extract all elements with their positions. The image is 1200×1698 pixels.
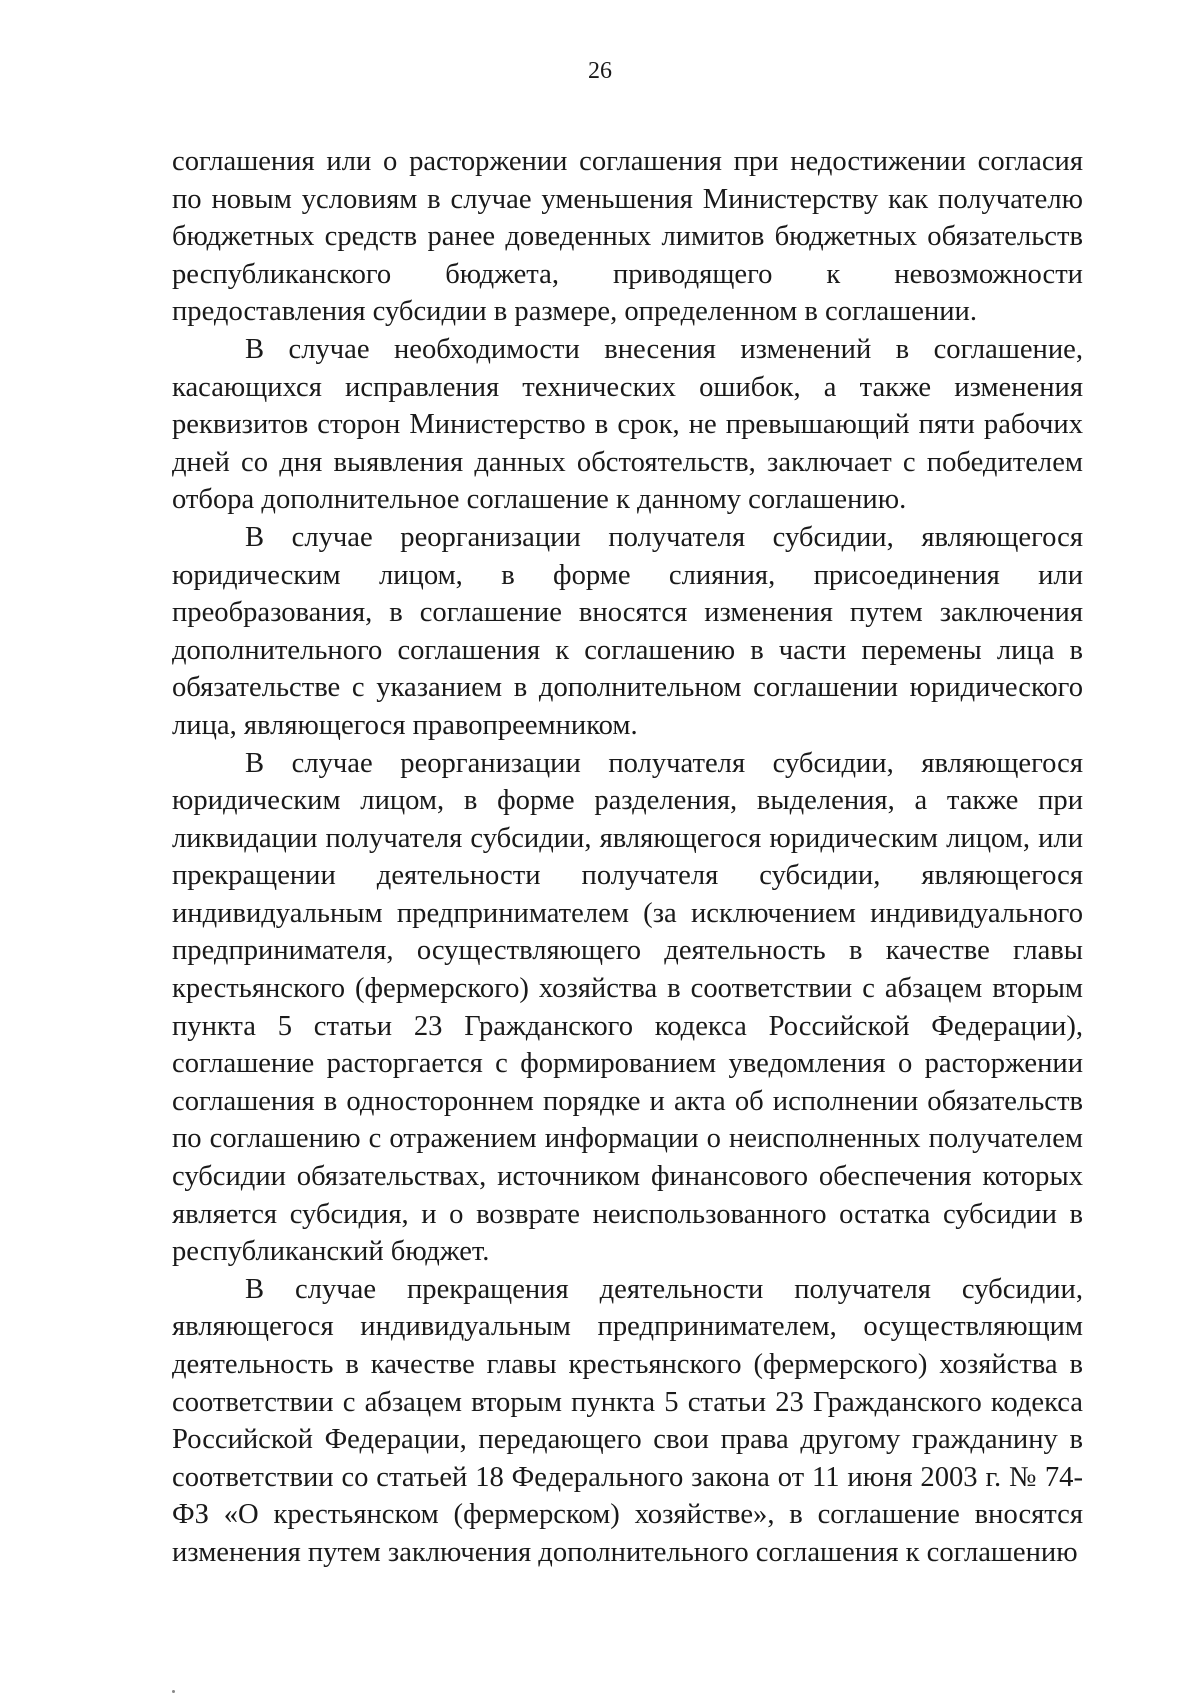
- paragraph-5: В случае прекращения деятельности получателя субсидии, являющегося индивидуальным предпринимателем, осуществляющим деятельность в качестве главы крестьянского (фермерского) хозяйства в соответствии с абзацем вторым пункта 5 статьи 23 Гражданского кодекса Российской Федерации, передающего свои права другому гражданину в соответствии со статьей 18 Федерального закона от 11 июня 2003 г. № 74-ФЗ «О крестьянском (фермерском) хозяйстве», в соглашение вносятся изменения путем заключения дополнительного соглашения к соглашению: [172, 1273, 1083, 1568]
- scan-speck: [172, 1690, 175, 1693]
- paragraph-1: соглашения или о расторжении соглашения при недостижении согласия по новым условиям в случае уменьшения Министерству как получателю бюджетных средств ранее доведенных лимитов бюджетных обязательств республиканского бюджета, приводящего к невозможности предоставления субсидии в размере, определенном в соглашении.: [172, 146, 1083, 328]
- paragraph-2: В случае необходимости внесения изменений в соглашение, касающихся исправления технических ошибок, а также изменения реквизитов сторон Министерство в срок, не превышающий пяти рабочих дней со дня выявления данных обстоятельств, заключает с победителем отбора дополнительное соглашение к данному соглашению.: [172, 333, 1083, 516]
- paragraph-4: В случае реорганизации получателя субсидии, являющегося юридическим лицом, в форме разделения, выделения, а также при ликвидации получателя субсидии, являющегося юридическим лицом, или прекращении деятельности получателя субсидии, являющегося индивидуальным предпринимателем (за исключением индивидуального предпринимателя, осуществляющего деятельность в качестве главы крестьянского (фермерского) хозяйства в соответствии с абзацем вторым пункта 5 статьи 23 Гражданского кодекса Российской Федерации), соглашение расторгается с формированием уведомления о расторжении соглашения в одностороннем порядке и акта об исполнении обязательств по соглашению с отражением информации о неисполненных получателем субсидии обязательствах, источником финансового обеспечения которых является субсидия, и о возврате неиспользованного остатка субсидии в республиканский бюджет.: [172, 747, 1083, 1268]
- paragraph-3: В случае реорганизации получателя субсидии, являющегося юридическим лицом, в форме слияния, присоединения или преобразования, в соглашение вносятся изменения путем заключения дополнительного соглашения к соглашению в части перемены лица в обязательстве с указанием в дополнительном соглашении юридического лица, являющегося правопреемником.: [172, 521, 1083, 741]
- document-body: [172, 143, 1083, 1572]
- page-number: 26: [588, 58, 612, 84]
